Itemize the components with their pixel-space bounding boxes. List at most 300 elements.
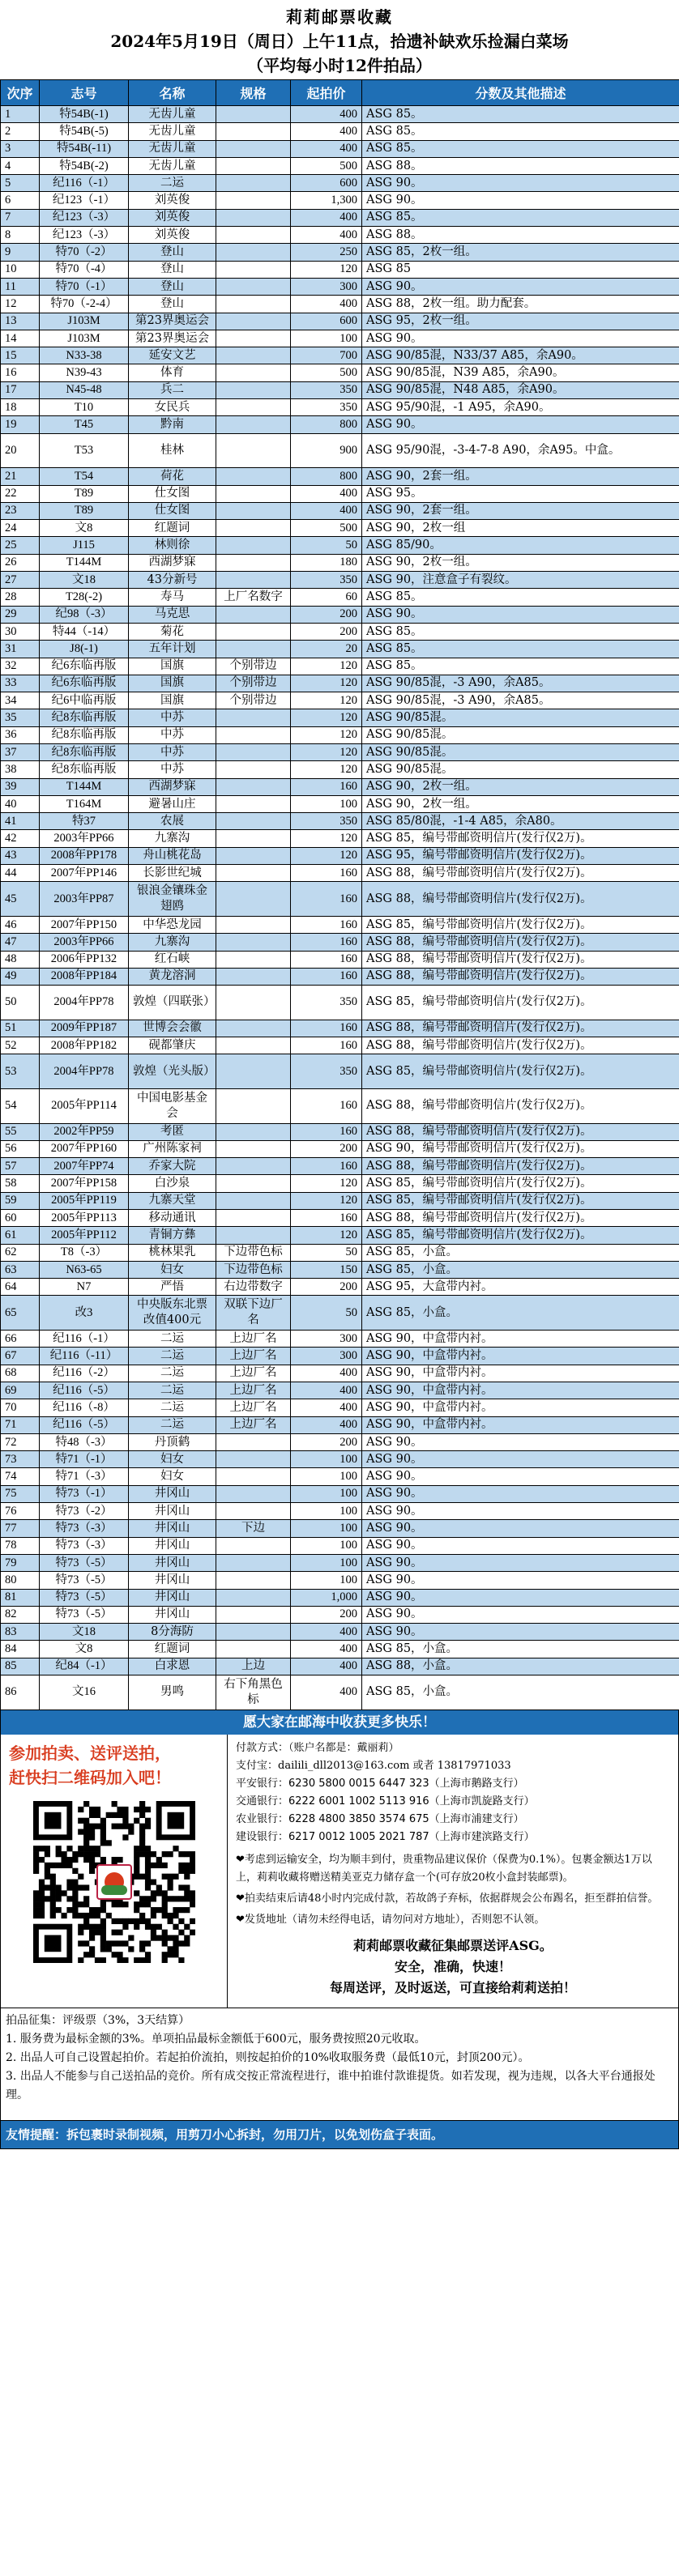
lot-spec: 下边 [216,1520,291,1537]
lot-description: ASG 90/85混。 [362,761,679,778]
lot-spec [216,1468,291,1485]
auction-subtitle: 2024年5月19日（周日）上午11点，拾遗补缺欢乐捡漏白菜场 [110,32,569,51]
lot-number: 38 [1,761,40,778]
lot-name: 无齿儿童 [129,123,216,140]
lot-spec [216,968,291,985]
lot-code: 特48（-3） [40,1433,129,1450]
lot-start-price: 200 [291,1606,362,1623]
lot-description: ASG 88，编号带邮资明信片(发行仅2万)。 [362,1123,679,1140]
payment-title: 付款方式：（账户名都是：戴丽莉） [236,1741,399,1754]
lot-start-price: 400 [291,502,362,519]
lot-name: 井冈山 [129,1554,216,1571]
table-row [1,330,679,347]
table-row [1,1537,679,1554]
lot-spec: 上厂名数字 [216,589,291,606]
lot-name: 红题词 [129,1641,216,1658]
lot-description: ASG 85，2枚一组。 [362,244,679,261]
lot-number: 3 [1,140,40,157]
lot-start-price: 200 [291,1279,362,1296]
lot-spec [216,865,291,882]
lots-table [0,79,679,1710]
lot-start-price: 350 [291,381,362,398]
lot-spec [216,726,291,743]
table-row [1,589,679,606]
lot-description: ASG 88，小盒。 [362,1658,679,1675]
auction-note: （平均每小时12件拍品） [247,56,432,75]
lot-start-price: 50 [291,1244,362,1261]
lot-number: 5 [1,175,40,192]
lot-start-price: 100 [291,1554,362,1571]
lot-description: ASG 90，2枚一组。 [362,554,679,571]
lot-number: 25 [1,537,40,554]
lot-spec [216,106,291,123]
lot-spec [216,520,291,537]
lot-description: ASG 88，编号带邮资明信片(发行仅2万)。 [362,882,679,917]
lot-description: ASG 90，编号带邮资明信片(发行仅2万)。 [362,1140,679,1157]
banner: 愿大家在邮海中收获更多快乐！ [0,1710,679,1735]
lot-start-price: 600 [291,175,362,192]
lot-start-price: 300 [291,278,362,295]
lot-spec [216,813,291,830]
lot-code: 纪6东临再版 [40,675,129,692]
lot-code: T54 [40,468,129,485]
lot-code: 2004年PP78 [40,1054,129,1089]
lot-code: 2007年PP146 [40,865,129,882]
lot-code: 特71（-1） [40,1451,129,1468]
lot-code: 2005年PP119 [40,1192,129,1209]
lot-code: 纪123（-3） [40,227,129,244]
lot-number: 83 [1,1624,40,1641]
lot-spec [216,433,291,468]
lot-code: 特73（-5） [40,1589,129,1606]
lot-spec [216,606,291,623]
qr-code[interactable] [33,1801,195,1963]
lot-spec [216,986,291,1020]
lot-start-price: 200 [291,623,362,640]
lot-name: 国旗 [129,658,216,675]
lot-description: ASG 85。 [362,589,679,606]
lot-name: 黄龙溶洞 [129,968,216,985]
lot-number: 46 [1,916,40,933]
lot-name: 登山 [129,278,216,295]
lot-description: ASG 85，编号带邮资明信片(发行仅2万)。 [362,1054,679,1089]
table-row [1,1382,679,1399]
table-row [1,537,679,554]
lot-start-price: 700 [291,347,362,364]
lot-start-price: 100 [291,1572,362,1589]
table-row [1,847,679,864]
lot-name: 中苏 [129,761,216,778]
lot-name: 无齿儿童 [129,106,216,123]
lot-name: 二运 [129,1348,216,1365]
lot-start-price: 400 [291,1365,362,1382]
lot-number: 77 [1,1520,40,1537]
lot-name: 二运 [129,1416,216,1433]
lot-number: 29 [1,606,40,623]
lot-spec [216,1123,291,1140]
lot-code: 特73（-5） [40,1606,129,1623]
lot-spec: 下边带色标 [216,1261,291,1278]
table-row [1,1675,679,1710]
lot-spec [216,1054,291,1089]
lot-start-price: 160 [291,778,362,795]
lot-start-price: 120 [291,1192,362,1209]
lot-spec [216,192,291,209]
lot-spec [216,951,291,968]
lot-spec [216,795,291,812]
lot-description: ASG 85，编号带邮资明信片(发行仅2万)。 [362,830,679,847]
lot-name: 刘英俊 [129,227,216,244]
lot-code: 特73（-5） [40,1572,129,1589]
lot-name: 体育 [129,364,216,381]
lot-number: 63 [1,1261,40,1278]
table-row [1,209,679,226]
lot-spec [216,916,291,933]
lot-number: 17 [1,381,40,398]
lot-number: 82 [1,1606,40,1623]
lot-description: ASG 90。 [362,330,679,347]
footer-reminder: 友情提醒：拆包裹时录制视频，用剪刀小心拆封，勿用刀片，以免划伤盒子表面。 [0,2121,679,2149]
lot-description: ASG 88，编号带邮资明信片(发行仅2万)。 [362,1210,679,1227]
lot-spec [216,1537,291,1554]
lot-code: N45-48 [40,381,129,398]
table-row [1,795,679,812]
lot-code: 2003年PP66 [40,830,129,847]
lot-description: ASG 90/85混，N39 A85，余A90。 [362,364,679,381]
lot-name: 二运 [129,1382,216,1399]
lot-name: 长影世纪城 [129,865,216,882]
table-row [1,1210,679,1227]
lot-number: 22 [1,485,40,502]
col-header-desc: 分数及其他描述 [362,80,679,106]
lot-name: 丹顶鹤 [129,1433,216,1450]
lot-number: 16 [1,364,40,381]
lot-code: 纪8东临再版 [40,743,129,760]
lot-code: 2004年PP78 [40,986,129,1020]
lot-code: 2005年PP113 [40,1210,129,1227]
lot-name: 井冈山 [129,1503,216,1520]
lot-name: 广州陈家祠 [129,1140,216,1157]
lot-number: 21 [1,468,40,485]
lot-spec [216,381,291,398]
lot-description: ASG 90。 [362,1554,679,1571]
lot-spec: 上边厂名 [216,1348,291,1365]
table-row [1,157,679,174]
lot-spec [216,847,291,864]
lot-start-price: 350 [291,572,362,589]
lot-name: 妇女 [129,1261,216,1278]
lot-number: 47 [1,934,40,951]
lot-code: 2002年PP59 [40,1123,129,1140]
lot-description: ASG 90。 [362,416,679,433]
lot-number: 12 [1,296,40,313]
lot-code: J103M [40,313,129,330]
table-row [1,1503,679,1520]
lot-code: 特54B(-11) [40,140,129,157]
lot-start-price: 200 [291,1433,362,1450]
lot-spec [216,278,291,295]
table-row [1,1158,679,1175]
lot-code: 2005年PP114 [40,1088,129,1123]
lot-spec [216,1485,291,1502]
lot-spec [216,1140,291,1157]
lot-name: 敦煌（光头版） [129,1054,216,1089]
lot-code: T89 [40,485,129,502]
lot-description: ASG 90。 [362,1503,679,1520]
lot-start-price: 20 [291,641,362,658]
lot-spec [216,123,291,140]
lot-name: 第23界奥运会 [129,330,216,347]
lot-spec [216,227,291,244]
lot-number: 86 [1,1675,40,1710]
lot-description: ASG 95/90混，-1 A95，余A90。 [362,399,679,416]
lot-number: 71 [1,1416,40,1433]
table-row [1,1348,679,1365]
lot-start-price: 160 [291,1210,362,1227]
table-row [1,951,679,968]
lot-number: 62 [1,1244,40,1261]
lot-start-price: 400 [291,1624,362,1641]
table-row [1,227,679,244]
lot-number: 78 [1,1537,40,1554]
lot-code: 改3 [40,1296,129,1331]
lot-description: ASG 85。 [362,140,679,157]
lot-name: 妇女 [129,1468,216,1485]
table-row [1,468,679,485]
lot-spec [216,623,291,640]
lot-description: ASG 90。 [362,1572,679,1589]
lot-code: J103M [40,330,129,347]
lot-code: 特70（-2） [40,244,129,261]
lot-code: 特70（-2-4） [40,296,129,313]
lot-name: 二运 [129,175,216,192]
lot-number: 37 [1,743,40,760]
lot-number: 66 [1,1331,40,1348]
lot-name: 考匿 [129,1123,216,1140]
lot-number: 39 [1,778,40,795]
table-row [1,1037,679,1054]
lot-description: ASG 90/85混。 [362,709,679,726]
lot-start-price: 400 [291,106,362,123]
lot-number: 54 [1,1088,40,1123]
lot-description: ASG 85，编号带邮资明信片(发行仅2万)。 [362,916,679,933]
lot-number: 59 [1,1192,40,1209]
table-row [1,1279,679,1296]
lot-description: ASG 88，编号带邮资明信片(发行仅2万)。 [362,951,679,968]
lot-code: 特73（-1） [40,1485,129,1502]
lot-start-price: 100 [291,1520,362,1537]
table-row [1,433,679,468]
lot-start-price: 100 [291,795,362,812]
lot-name: 黔南 [129,416,216,433]
lot-name: 8分海防 [129,1624,216,1641]
table-row [1,968,679,985]
lot-start-price: 160 [291,934,362,951]
lot-start-price: 400 [291,123,362,140]
lot-name: 延安文艺 [129,347,216,364]
lot-code: 特73（-3） [40,1537,129,1554]
table-row [1,244,679,261]
lot-name: 中苏 [129,726,216,743]
lot-name: 二运 [129,1331,216,1348]
lot-code: 2008年PP182 [40,1037,129,1054]
lot-code: 文18 [40,572,129,589]
table-row [1,641,679,658]
lot-number: 75 [1,1485,40,1502]
table-row [1,692,679,709]
lot-start-price: 400 [291,209,362,226]
lot-start-price: 120 [291,709,362,726]
rules-title: 拍品征集：评级票（3%，3天结算） [6,2013,190,2027]
lot-spec [216,537,291,554]
lot-start-price: 400 [291,485,362,502]
lot-description: ASG 85。 [362,641,679,658]
lot-description: ASG 90。 [362,1468,679,1485]
col-header-price: 起拍价 [291,80,362,106]
lot-start-price: 160 [291,951,362,968]
lot-name: 登山 [129,296,216,313]
lot-start-price: 400 [291,296,362,313]
lot-spec [216,313,291,330]
lot-start-price: 160 [291,1088,362,1123]
lot-description: ASG 90。 [362,1433,679,1450]
lot-name: 农展 [129,813,216,830]
lot-code: N63-65 [40,1261,129,1278]
lot-name: 桂林 [129,433,216,468]
lot-spec: 上边厂名 [216,1365,291,1382]
lot-name: 青铜方彝 [129,1227,216,1244]
lot-description: ASG 90，中盒带内衬。 [362,1331,679,1348]
promo-panel [1,1735,228,2008]
table-row [1,1554,679,1571]
table-row [1,1624,679,1641]
table-row [1,1296,679,1331]
lot-number: 32 [1,658,40,675]
lot-description: ASG 90，2套一组。 [362,468,679,485]
lot-start-price: 350 [291,1054,362,1089]
lot-spec [216,761,291,778]
lot-number: 65 [1,1296,40,1331]
lot-name: 白沙泉 [129,1175,216,1192]
lot-start-price: 120 [291,743,362,760]
lot-spec [216,1175,291,1192]
lot-number: 7 [1,209,40,226]
lot-code: 纪116（-2） [40,1365,129,1382]
lot-code: 文8 [40,520,129,537]
table-row [1,192,679,209]
table-row [1,658,679,675]
lot-description: ASG 85，小盒。 [362,1296,679,1331]
table-row [1,830,679,847]
lot-code: 特54B(-5) [40,123,129,140]
rules-section [0,2008,679,2121]
rule-1: 1. 服务费为最标金额的3%。单项拍品最标金额低于600元，服务费按照20元收取。 [6,2032,426,2046]
lot-name: 井冈山 [129,1572,216,1589]
lot-number: 45 [1,882,40,917]
lot-description: ASG 90，中盒带内衬。 [362,1416,679,1433]
table-row [1,1365,679,1382]
lot-number: 31 [1,641,40,658]
lot-start-price: 350 [291,399,362,416]
lot-name: 无齿儿童 [129,140,216,157]
lot-number: 84 [1,1641,40,1658]
lot-code: 特73（-3） [40,1520,129,1537]
note-address: ❤发货地址（请勿未经得电话，请勿问对方地址），否则恕不认领。 [236,1913,545,1926]
lot-start-price: 400 [291,1399,362,1416]
lot-number: 41 [1,813,40,830]
lot-spec [216,1572,291,1589]
lot-code: 文18 [40,1624,129,1641]
lot-start-price: 160 [291,1158,362,1175]
lot-name: 九寨沟 [129,934,216,951]
col-header-name: 名称 [129,80,216,106]
lot-code: T45 [40,416,129,433]
lot-code: 文16 [40,1675,129,1710]
table-row [1,1520,679,1537]
lot-code: 纪123（-1） [40,192,129,209]
lot-start-price: 200 [291,1140,362,1157]
payment-panel [228,1735,678,2008]
payment-notes [236,1851,670,1929]
lot-description: ASG 90。 [362,1485,679,1502]
lot-description: ASG 95/90混，-3-4-7-8 A90，余A95。中盒。 [362,433,679,468]
lot-description: ASG 88，2枚一组。助力配套。 [362,296,679,313]
lot-number: 55 [1,1123,40,1140]
lot-description: ASG 85，编号带邮资明信片(发行仅2万)。 [362,986,679,1020]
lot-name: 中苏 [129,743,216,760]
lot-name: 九寨沟 [129,830,216,847]
lot-number: 30 [1,623,40,640]
lot-name: 严悟 [129,1279,216,1296]
lot-code: T53 [40,433,129,468]
lot-start-price: 250 [291,244,362,261]
lot-code: 2007年PP74 [40,1158,129,1175]
lot-description: ASG 90。 [362,1520,679,1537]
lot-number: 18 [1,399,40,416]
table-row [1,1261,679,1278]
table-row [1,1088,679,1123]
lot-description: ASG 90。 [362,1624,679,1641]
table-row [1,313,679,330]
table-row [1,296,679,313]
lot-code: 纪116（-1） [40,1331,129,1348]
table-row [1,278,679,295]
lot-code: 纪116（-5） [40,1416,129,1433]
lot-start-price: 1,300 [291,192,362,209]
table-row [1,726,679,743]
lot-name: 仕女图 [129,502,216,519]
lot-code: 2003年PP66 [40,934,129,951]
lot-code: 纪116（-1） [40,175,129,192]
lot-start-price: 200 [291,606,362,623]
table-row [1,554,679,571]
lot-name: 二运 [129,1399,216,1416]
lot-spec: 上边厂名 [216,1399,291,1416]
lot-code: 2007年PP158 [40,1175,129,1192]
lot-start-price: 120 [291,726,362,743]
lot-name: 九寨天堂 [129,1192,216,1209]
lot-start-price: 160 [291,1020,362,1037]
lot-spec [216,175,291,192]
lot-description: ASG 88，编号带邮资明信片(发行仅2万)。 [362,865,679,882]
lot-start-price: 100 [291,1468,362,1485]
lot-description: ASG 90，注意盒子有裂纹。 [362,572,679,589]
lot-spec [216,1554,291,1571]
lot-description: ASG 90，2枚一组。 [362,778,679,795]
lot-start-price: 160 [291,882,362,917]
lot-name: 男鸣 [129,1675,216,1710]
lot-number: 74 [1,1468,40,1485]
